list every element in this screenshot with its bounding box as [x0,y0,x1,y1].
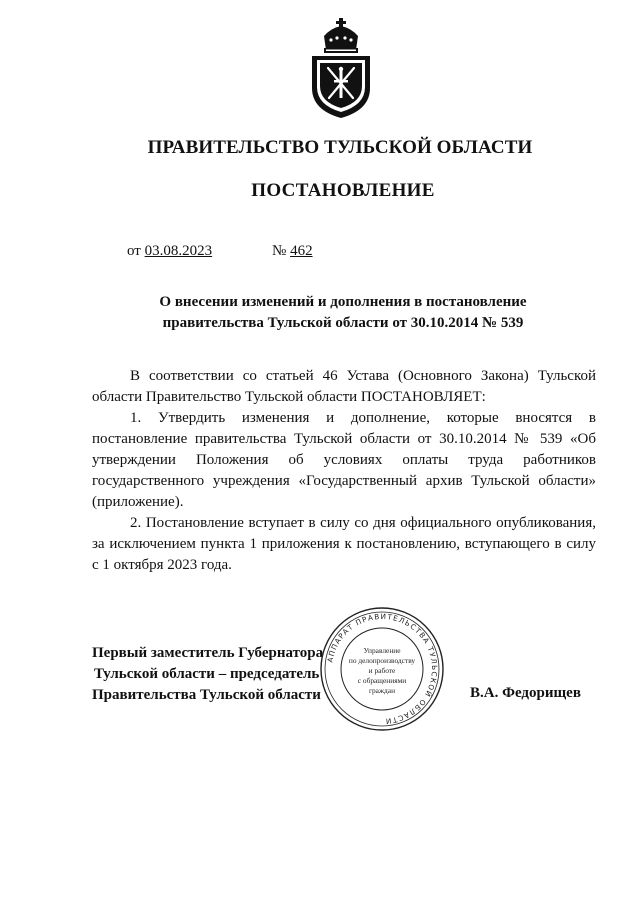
signatory-name: В.А. Федорищев [470,685,581,701]
number-value: 462 [290,243,313,259]
document-subject [90,292,596,334]
stamp-line-3: и работе [368,666,396,675]
signatory-line-2: Тульской области – председатель [94,666,320,682]
signatory-title [92,643,323,706]
document-body [92,366,596,576]
subject-line-2: правительства Тульской области от 30.10.2014 № 539 [162,315,524,331]
official-stamp [318,605,446,733]
date-value: 03.08.2023 [144,243,213,259]
body-paragraph-preamble: В соответствии со статьей 46 Устава (Основного Закона) Тульской области Правительство Тульской области ПОСТАНОВЛЯЕТ: [92,368,596,405]
date-prefix: от [127,243,141,259]
stamp-line-1: Управление [363,646,401,655]
stamp-ring-text: АППАРАТ ПРАВИТЕЛЬСТВА ТУЛЬСКОЙ ОБЛАСТИ [325,611,440,727]
tula-coat-of-arms-emblem [304,16,378,120]
number-prefix: № [272,243,287,259]
stamp-line-5: граждан [368,686,396,695]
document-type: ПОСТАНОВЛЕНИЕ [251,180,435,201]
document-number [272,243,313,260]
subject-line-1: О внесении изменений и дополнения в постановление [159,294,527,310]
signatory-line-1: Первый заместитель Губернатора [92,645,324,661]
document-date [127,243,212,260]
stamp-line-4: с обращениями [357,676,407,685]
signatory-line-3: Правительства Тульской области [92,687,321,703]
stamp-line-2: по делопроизводству [348,656,416,665]
body-paragraph-item-2: 2. Постановление вступает в силу со дня официального опубликования, за исключением пункта 1 приложения к постановлению, вступающего в силу с 1 октября 2023 года. [92,515,596,573]
body-paragraph-item-1: 1. Утвердить изменения и дополнение, которые вносятся в постановление правительства Тульской области от 30.10.2014 № 539 «Об утверждении Положения об условиях оплаты труда работников государственного учреждения «Государственный архив Тульской области» (приложение). [92,410,596,510]
government-title: ПРАВИТЕЛЬСТВО ТУЛЬСКОЙ ОБЛАСТИ [147,137,533,158]
